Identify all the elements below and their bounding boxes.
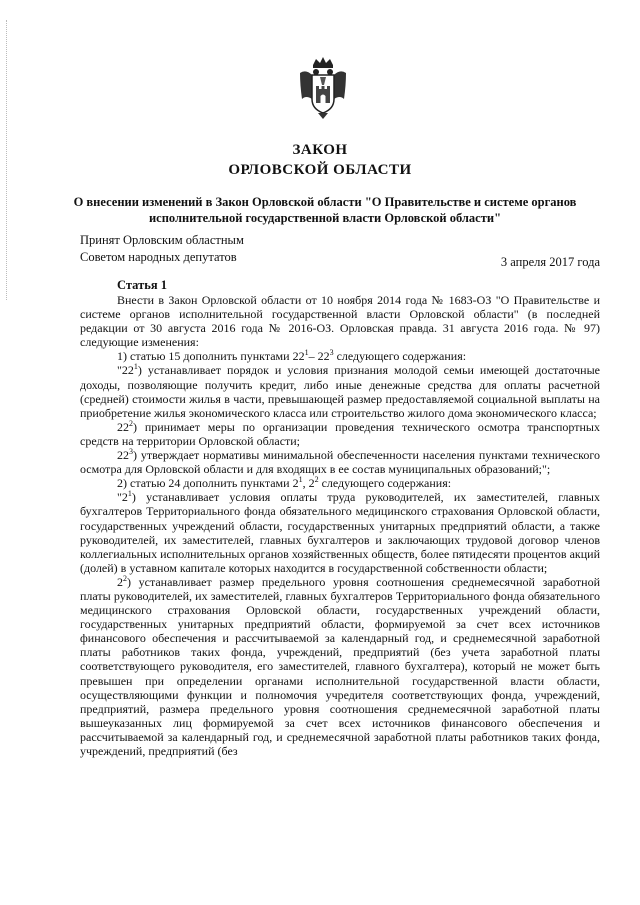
law-subtitle: О внесении изменений в Закон Орловской области "О Правительстве и системе органов исполнительной государственной власти Орловской области" — [73, 195, 577, 225]
region-title: ОРЛОВСКОЙ ОБЛАСТИ — [228, 162, 412, 178]
paragraph-item-2: 2) статью 24 дополнить пунктами $2^1$, $2^2$ следующего содержания: — [117, 475, 452, 491]
paragraph-22-2: $22^2$) принимает меры по организации проведения технического осмотра транспортных средств на территории Орловской области; — [80, 418, 600, 448]
paragraph-2-2: $2^2$) устанавливает размер предельного уровня соотношения среднемесячной заработной платы руководителей, их заместителей, главных бухгалтеров Территориального фонда обязательного медицинского страхования Орловской области, государственных учреждений области, государственных унитарных предприятий области, формируемой за счет всех источников финансового обеспечения и рассчитываемой за календарный год, и среднемесячной заработной платы работников таких фонда, учреждений, предприятий (без учета заработной платы соответствующего руководителя, его заместителей, главного бухгалтера), который не может быть превышен при определении органами исполнительной государственной власти области, осуществляющими функции и полномочия учредителя соответствующих фонда, учреждений, предприятий, размера предельного уровня соотношения среднемесячной заработной платы вышеуказанных лиц формируемой за счет всех источников финансового обеспечения и рассчитываемой за календарный год, и среднемесячной заработной платы работников таких фонда, учреждений, предприятий (без — [80, 573, 600, 758]
adoption-date: 3 апреля 2017 года — [500, 255, 600, 269]
paragraph-22-1: "$22^1$) устанавливает порядок и условия признания молодой семьи имеющей достаточные доходы, позволяющие получить кредит, либо иные денежные средства для оплаты расчетной (средней) стоимости жилья в части, превышающей размер предоставляемой социальной выплаты на приобретение жилья экономического класса или строительство жилого дома экономического класса; — [80, 362, 600, 420]
law-title: ЗАКОН — [292, 142, 348, 158]
adopted-by-line1: Принят Орловским областным — [80, 233, 244, 247]
article-body — [80, 293, 600, 758]
coat-of-arms-icon — [296, 55, 350, 121]
paragraph-2-1: "$2^1$) устанавливает условия оплаты труда руководителей, их заместителей, главных бухгалтеров Территориального фонда обязательного медицинского страхования Орловской области, государственных учреждений области, государственных унитарных предприятий области, а также руководителей, их заместителей, главных бухгалтеров и заключающих трудовой договор членов коллегиальных исполнительных органов хозяйственных обществ, более пятидесяти процентов акций (долей) в уставном капитале которых находится в государственной собственности области; — [80, 489, 600, 575]
paragraph-22-3: $22^3$) утверждает нормативы минимальной обеспеченности населения пунктами технического осмотра для Орловской области и для входящих в ее состав муниципальных образований;"; — [80, 447, 600, 477]
scan-margin-marks — [6, 20, 9, 300]
article-heading: Статья 1 — [117, 278, 167, 292]
adopted-by-line2: Советом народных депутатов — [80, 250, 237, 264]
paragraph-item-1: 1) статью 15 дополнить пунктами $22^1-$ $22^3$ следующего содержания: — [117, 348, 467, 364]
paragraph-intro: Внести в Закон Орловской области от 10 ноября 2014 года № 1683-ОЗ "О Правительстве и системе органов исполнительной государственной власти Орловской области" (в последней редакции от 30 августа 2016 года № 2016-ОЗ. Орловская правда. 31 августа 2016 года. № 97) следующие изменения: — [80, 293, 600, 350]
